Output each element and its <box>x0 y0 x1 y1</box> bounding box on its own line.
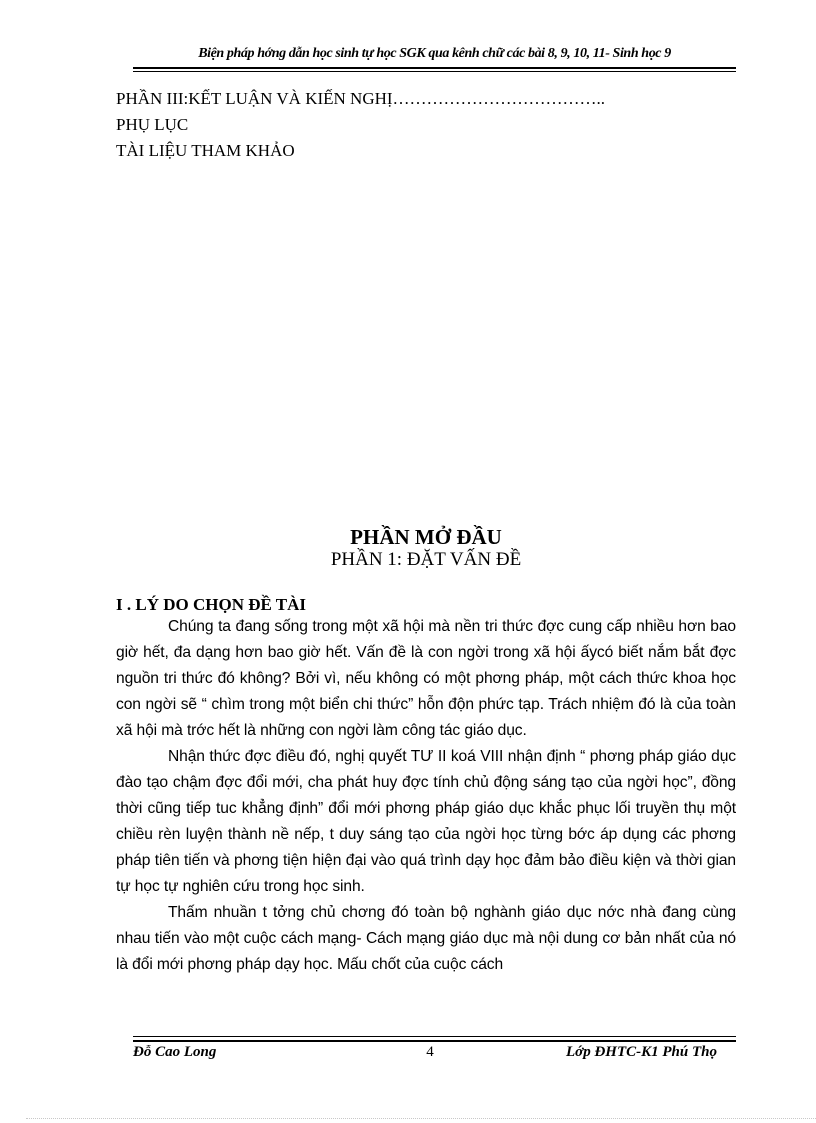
paragraph-2: Nhận thức đợc điều đó, nghị quyết TƯ II koá VIII nhận định “ phơng pháp giáo dục đào tạo chậm đợc đổi mới, cha phát huy đợc tính chủ động sáng tạo của ngời học”, đồng thời cũng tiếp tuc khẳng định” đổi mới phơng pháp giáo dục khắc phục lối truyền thụ một chiều rèn luyện thành nề nếp, t duy sáng tạo của ngời học từng bớc áp dụng các phơng pháp tiên tiến và phơng tiện hiện đại vào quá trình dạy học đảm bảo điều kiện và thời gian tự học tự nghiên cứu trong học sinh. <box>116 748 736 895</box>
part-subtitle: PHẦN 1: ĐẶT VẤN ĐỀ <box>330 549 522 570</box>
running-header: Biện pháp hớng dẫn học sinh tự học SGK qua kênh chữ các bài 8, 9, 10, 11- Sinh học 9 <box>198 46 671 61</box>
page-number: 4 <box>426 1044 434 1060</box>
table-of-contents <box>116 86 736 164</box>
paragraph-1: Chúng ta đang sống trong một xã hội mà nền tri thức đợc cung cấp nhiều hơn bao giờ hết, đa dạng hơn bao giờ hết. Vấn đề là con ngời trong xã hội ấycó biết nắm bắt đợc nguồn tri thức đó không? Bởi vì, nếu không có một phơng pháp, một cách thức khoa học con ngời sẽ “ chìm trong một biển chi thức” hỗn độn phức tạp. Trách nhiệm đó là của toàn xã hội mà trớc hết là những con ngời làm công tác giáo dục. <box>116 618 736 739</box>
header-rule-thin <box>133 71 736 72</box>
paragraph-3: Thấm nhuần t tởng chủ chơng đó toàn bộ nghành giáo dục nớc nhà đang cùng nhau tiến vào một cuộc cách mạng- Cách mạng giáo dục mà nội dung cơ bản nhất của nó là đổi mới phơng pháp dạy học. Mấu chốt của cuộc cách <box>116 904 736 973</box>
page-edge <box>26 1118 816 1119</box>
toc-item-appendix: PHỤ LỤC <box>116 115 189 134</box>
footer-rule-thin <box>133 1036 736 1037</box>
toc-item-references: TÀI LIỆU THAM KHẢO <box>116 141 295 160</box>
section-heading: I . LÝ DO CHỌN ĐỀ TÀI <box>116 595 307 614</box>
footer-author: Đỗ Cao Long <box>133 1044 217 1060</box>
header-rule <box>133 67 736 69</box>
body-text <box>116 614 736 978</box>
toc-item-conclusion: PHẦN III:KẾT LUẬN VÀ KIẾN NGHỊ……………………………….. <box>116 89 606 108</box>
part-title: PHẦN MỞ ĐẦU <box>350 525 502 549</box>
footer-class: Lớp ĐHTC-K1 Phú Thọ <box>566 1044 717 1060</box>
